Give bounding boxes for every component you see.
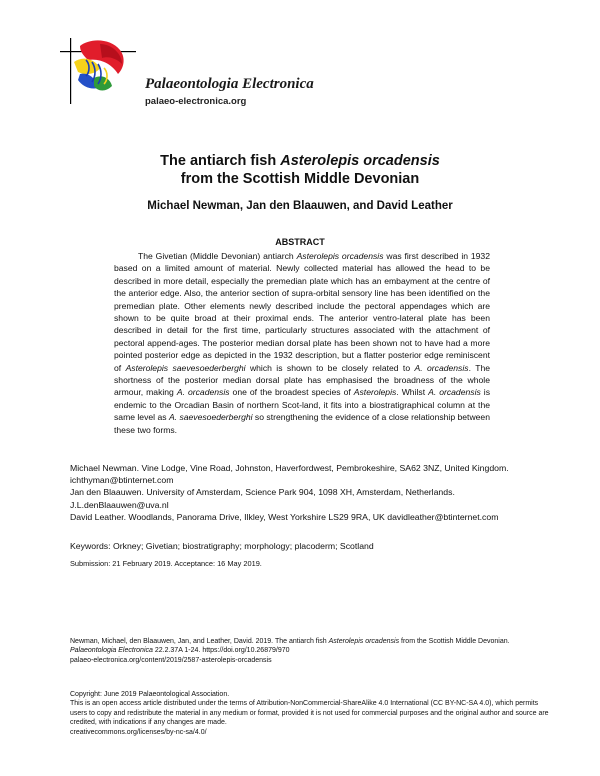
citation-url[interactable]: palaeo-electronica.org/content/2019/2587-asterolepis-orcadensis: [70, 656, 272, 664]
author-addresses: [70, 462, 540, 523]
submission-dates: Submission: 21 February 2019. Acceptance: 16 May 2019.: [70, 559, 262, 568]
title-text: The antiarch fish: [160, 153, 281, 169]
journal-logo: [60, 38, 136, 104]
abstract-body: The Givetian (Middle Devonian) antiarch Asterolepis orcadensis was first described in 1932 based on a limited amount of material. Newly collected material has allowed the head to be described in more detail, especially the premedian plate which has an embayment at the centre of the anterior edge. Also, the anterior section of supra-orbital sensory line has been identified on the premedian plate. Other elements newly described include the pectoral appendages which are shown to be quite broad at their proximal ends. The anterior ventro-lateral plate has been described in detail for the first time, particularly structures associated with the attachment of pectoral append-ages. The posterior median dorsal plate has been shown not to have had a more pointed posterior edge as depicted in the 1932 description, but a flatter posterior edge reminiscent of Asterolepis saevesoederberghi which is shown to be closely related to A. orcadensis. The shortness of the posterior median dorsal plate has emphasised the broadness of the whole armour, making A. orcadensis one of the broadest species of Asterolepis. Whilst A. orcadensis is endemic to the Orcadian Basin of northern Scot-land, it fits into a biostratigraphical column at the same level as A. saevesoederberghi so strengthening the evidence of a close relationship between these two forms.: [114, 251, 491, 435]
address-newman: Michael Newman. Vine Lodge, Vine Road, Johnston, Haverfordwest, Pembrokeshire, SA62 3NZ, United Kingdom. ichthyman@btinternet.com: [70, 463, 509, 486]
article-title: [0, 152, 600, 188]
abstract-heading: ABSTRACT: [275, 237, 325, 247]
copyright: [70, 690, 550, 737]
license-link[interactable]: creativecommons.org/licenses/by-nc-sa/4.0/: [70, 728, 207, 736]
journal-url[interactable]: palaeo-electronica.org: [145, 96, 247, 107]
authors: Michael Newman, Jan den Blaauwen, and David Leather: [147, 200, 453, 212]
title-species: Asterolepis orcadensis: [280, 153, 440, 169]
keywords: Keywords: Orkney; Givetian; biostratigraphy; morphology; placoderm; Scotland: [70, 541, 374, 551]
address-blaauwen: Jan den Blaauwen. University of Amsterdam, Science Park 904, 1098 XH, Amsterdam, Netherlands. J.L.denBlaauwen@uva.nl: [70, 487, 455, 510]
address-leather: David Leather. Woodlands, Panorama Drive, Ilkley, West Yorkshire LS29 9RA, UK davidleather@btinternet.com: [70, 511, 499, 522]
title-line2: from the Scottish Middle Devonian: [180, 171, 420, 187]
license-text: This is an open access article distributed under the terms of Attribution-NonCommercial-ShareAlike 4.0 International (CC BY-NC-SA 4.0), which permits users to copy and redistribute the material in any medium or format, provided it is not used for commercial purposes and the original author and source are credited, with indications if any changes are made.: [70, 700, 549, 727]
copyright-line: Copyright: June 2019 Palaeontological Association.: [70, 691, 230, 698]
citation: Newman, Michael, den Blaauwen, Jan, and Leather, David. 2019. The antiarch fish Asterolepis orcadensis from the Scottish Middle Devonian. Palaeontologia Electronica 22.2.37A 1-24. https://doi.org/10.26879/970 palaeo-electronica.org/content/2019/2587-asterolepis-orcadensis: [70, 637, 550, 665]
journal-name: Palaeontologia Electronica: [145, 76, 314, 92]
